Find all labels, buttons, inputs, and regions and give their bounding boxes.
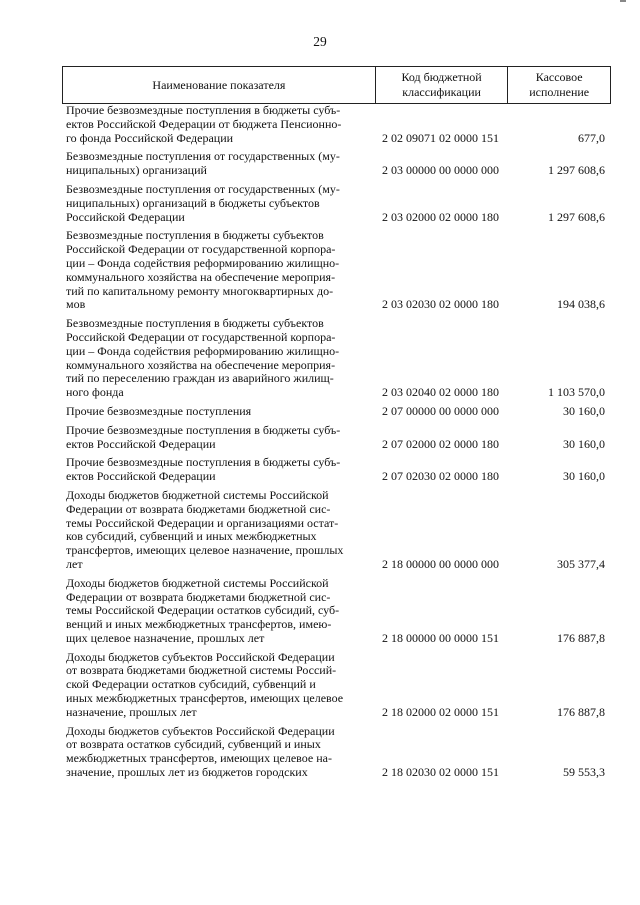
cash-execution-value: 677,0 (578, 130, 605, 145)
budget-code: 2 03 02040 02 0000 180 (382, 385, 499, 400)
indicator-name: Прочие безвозмездные поступления (66, 403, 252, 418)
table-row (62, 405, 611, 419)
budget-code: 2 02 09071 02 0000 151 (382, 130, 499, 145)
budget-code: 2 07 00000 00 0000 000 (382, 403, 499, 418)
indicator-name: Доходы бюджетов субъектов Российской Федерации от возврата остатков субсидий, субвенций и иных межбюджетных трансфертов, имеющих целевое на- значение, прошлых лет из бюджетов городских (66, 723, 335, 780)
table-row (62, 456, 611, 484)
table-body (62, 104, 611, 780)
indicator-name: Безвозмездные поступления в бюджеты субъектов Российской Федерации от государственной корпора- ции – Фонда содействия реформированию жилищно- коммунального хозяйства на обеспечение мероприя- тий по капитальному ремонту многоквартирных до- мов (66, 228, 340, 312)
indicator-name: Доходы бюджетов бюджетной системы Российской Федерации от возврата бюджетами бюджетной сис- темы Российской Федерации остатков субсидий, суб- венций и иных межбюджетных трансфертов, имею- щих целевое назначение, прошлых лет (66, 575, 340, 645)
budget-code: 2 18 02030 02 0000 151 (382, 765, 499, 780)
table-row (62, 489, 611, 572)
table-row (62, 725, 611, 780)
cash-execution-value: 30 160,0 (563, 436, 605, 451)
budget-table (62, 66, 611, 785)
budget-code: 2 18 02000 02 0000 151 (382, 704, 499, 719)
cash-execution-value: 30 160,0 (563, 403, 605, 418)
indicator-name: Прочие безвозмездные поступления в бюджеты субъ- ектов Российской Федерации (66, 455, 341, 484)
cash-execution-value: 1 297 608,6 (548, 163, 605, 178)
indicator-name: Доходы бюджетов бюджетной системы Российской Федерации от возврата бюджетами бюджетной сис- темы Российской Федерации и организациями остат- ков субсидий, субвенций и иных межбюджетных трансфертов, имеющих целевое назначение, прошлых лет (66, 487, 344, 571)
header-name: Наименование показателя (63, 67, 376, 103)
budget-code: 2 18 00000 00 0000 151 (382, 630, 499, 645)
header-value: Кассовое исполнение (529, 70, 590, 99)
table-row (62, 229, 611, 312)
table-row (62, 317, 611, 400)
budget-code: 2 07 02000 02 0000 180 (382, 436, 499, 451)
table-row (62, 150, 611, 178)
budget-code: 2 03 02000 02 0000 180 (382, 209, 499, 224)
budget-code: 2 03 02030 02 0000 180 (382, 297, 499, 312)
table-row (62, 183, 611, 224)
indicator-name: Прочие безвозмездные поступления в бюджеты субъ- ектов Российской Федерации (66, 422, 341, 451)
page-number: 29 (313, 34, 327, 49)
indicator-name: Безвозмездные поступления от государственных (му- ниципальных) организаций (66, 149, 340, 178)
table-row (62, 651, 611, 720)
cash-execution-value: 1 103 570,0 (548, 385, 605, 400)
table-row (62, 104, 611, 145)
cash-execution-value: 1 297 608,6 (548, 209, 605, 224)
cash-execution-value: 59 553,3 (563, 765, 605, 780)
cash-execution-value: 176 887,8 (557, 704, 605, 719)
budget-code: 2 03 00000 00 0000 000 (382, 163, 499, 178)
budget-code: 2 07 02030 02 0000 180 (382, 469, 499, 484)
budget-code: 2 18 00000 00 0000 000 (382, 556, 499, 571)
cash-execution-value: 194 038,6 (557, 297, 605, 312)
cash-execution-value: 305 377,4 (557, 556, 605, 571)
table-row (62, 577, 611, 646)
indicator-name: Безвозмездные поступления от государственных (му- ниципальных) организаций в бюджеты субъектов Российской Федерации (66, 181, 340, 224)
scan-mark (620, 0, 626, 2)
indicator-name: Безвозмездные поступления в бюджеты субъектов Российской Федерации от государственной корпора- ции – Фонда содействия реформированию жилищно- коммунального хозяйства на обеспечение мероприя- тий по переселению граждан из аварийного жилищ- ного фонда (66, 316, 340, 400)
cash-execution-value: 30 160,0 (563, 469, 605, 484)
cash-execution-value: 176 887,8 (557, 630, 605, 645)
table-row (62, 424, 611, 452)
table-header (62, 66, 611, 104)
header-code: Код бюджетной классификации (376, 67, 509, 103)
indicator-name: Доходы бюджетов субъектов Российской Федерации от возврата бюджетами бюджетной системы Россий- ской Федерации остатков субсидий, субвенций и иных межбюджетных трансфертов, имеющих целевое назначение, прошлых лет (66, 649, 344, 719)
indicator-name: Прочие безвозмездные поступления в бюджеты субъ- ектов Российской Федерации от бюджета Пенсионно- го фонда Российской Федерации (66, 103, 342, 145)
